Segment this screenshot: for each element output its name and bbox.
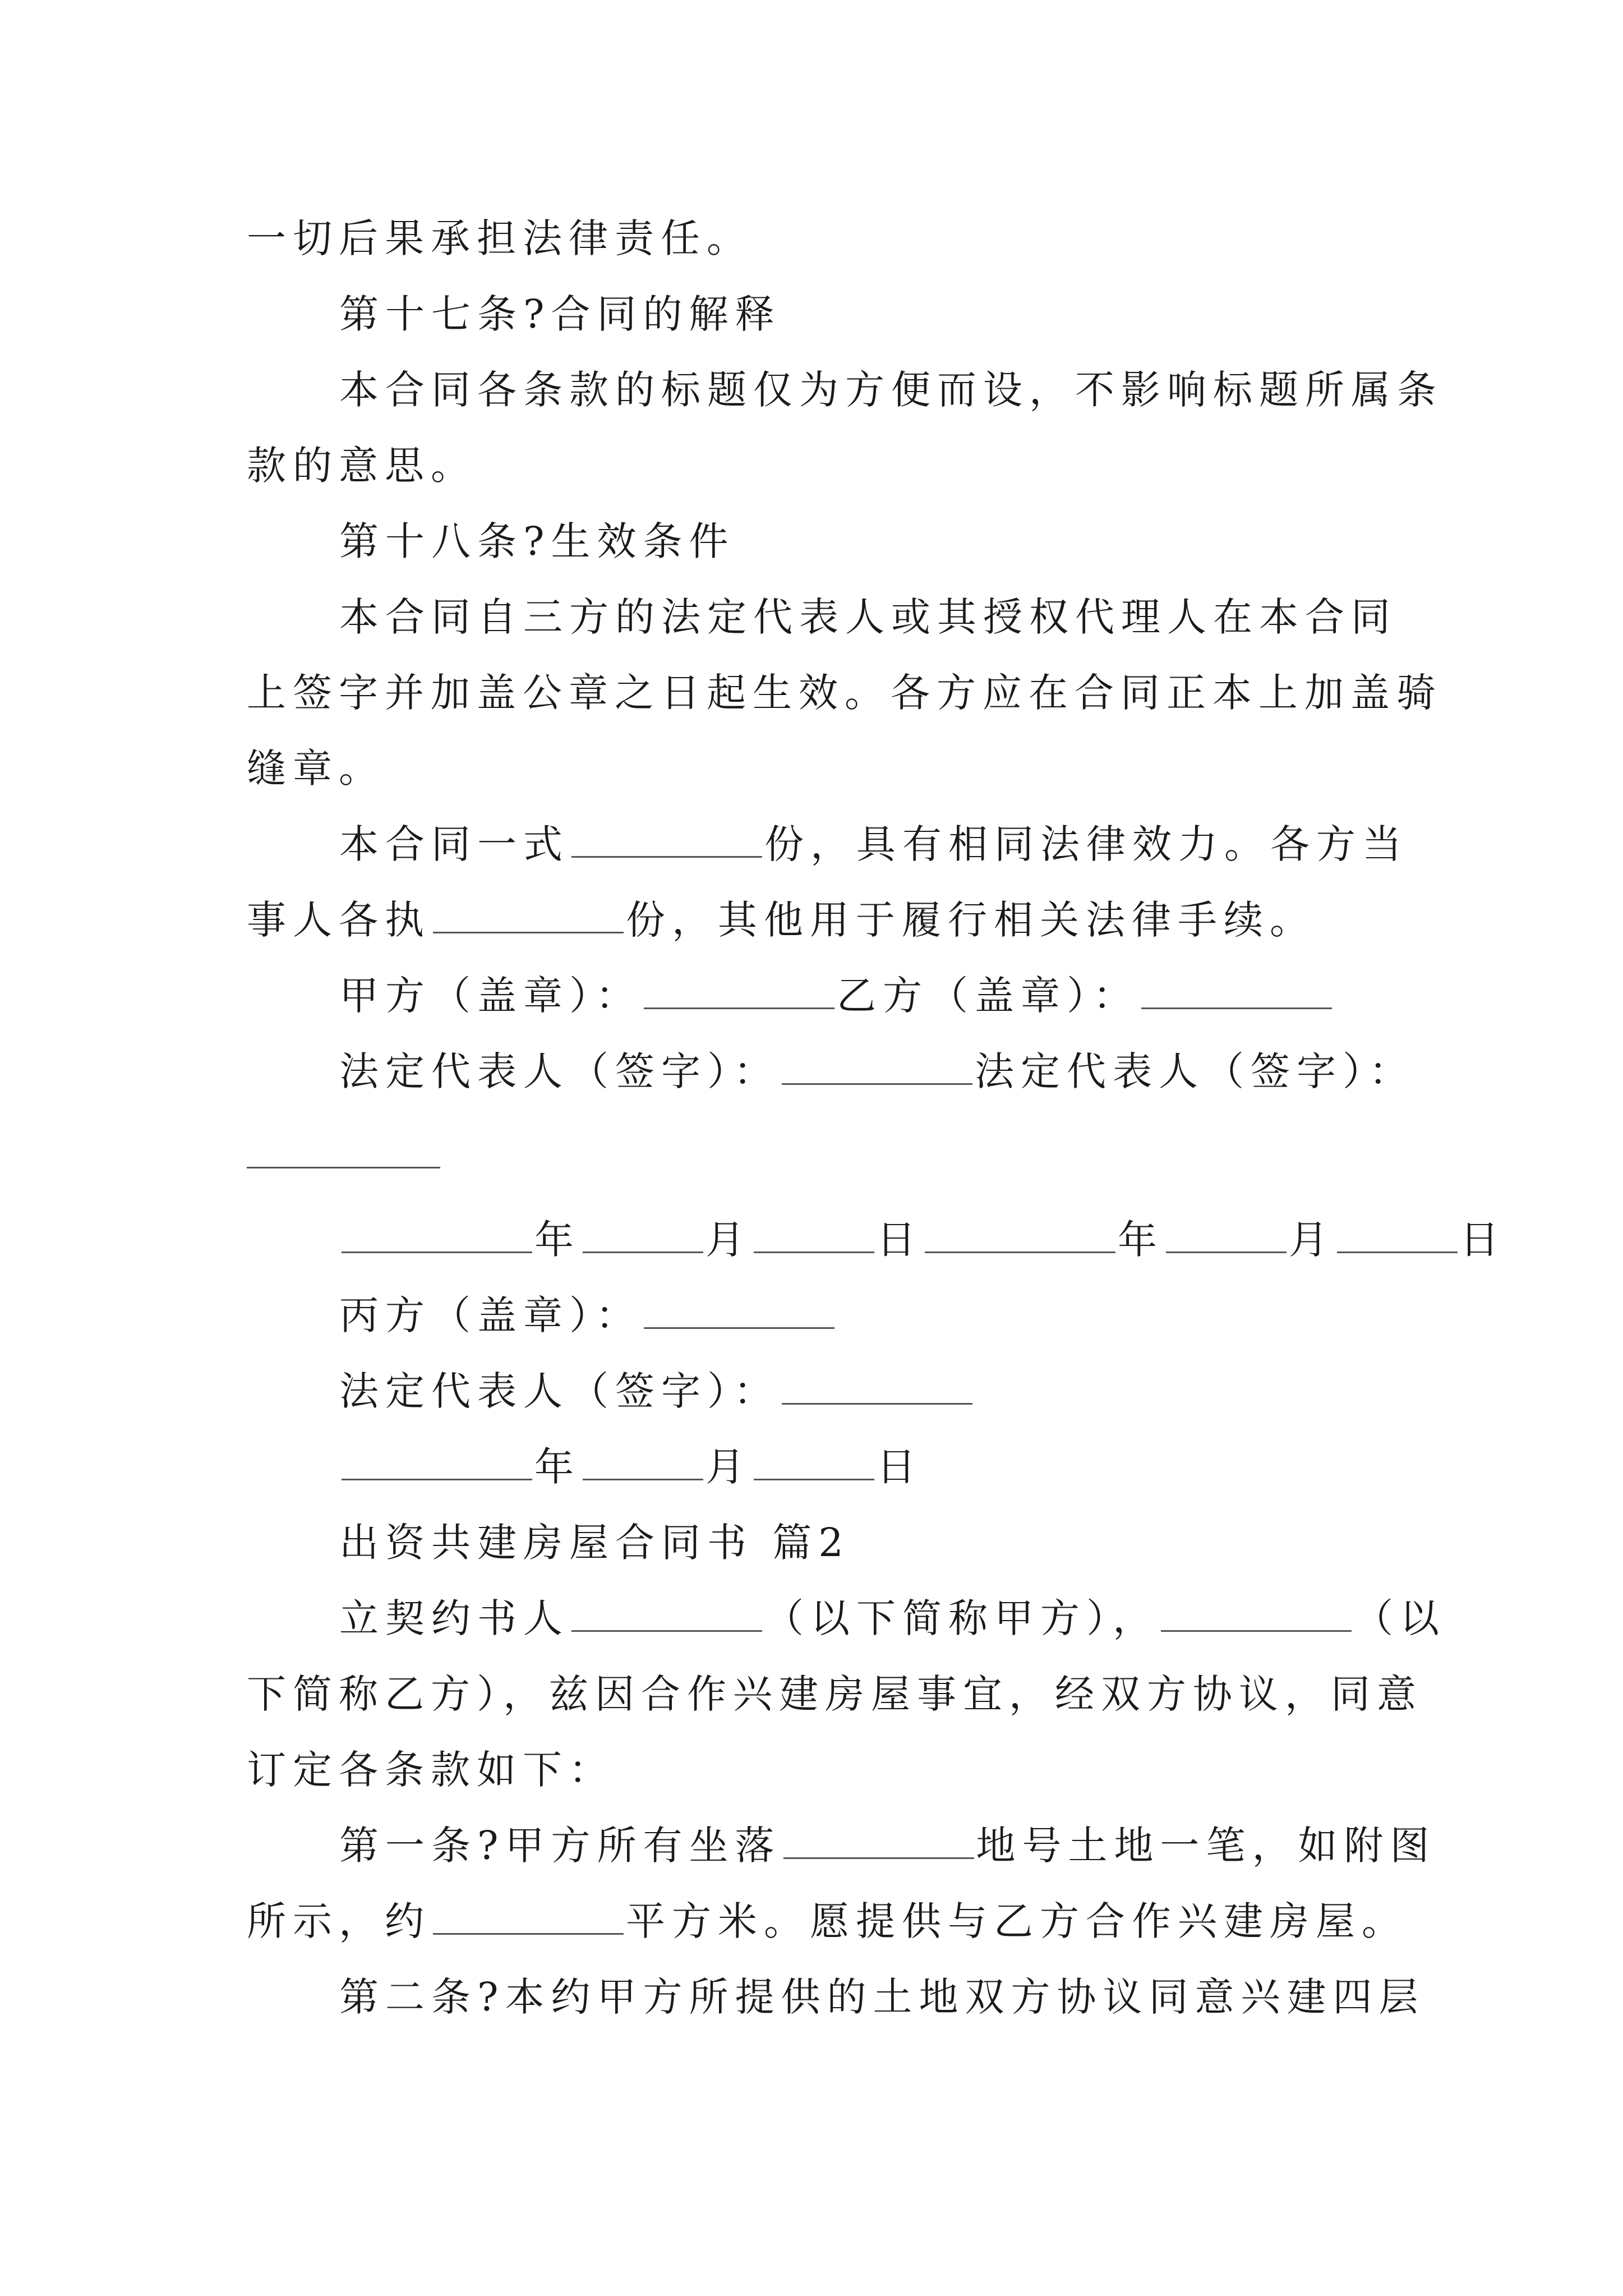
paragraph-line: [247, 892, 1316, 948]
paragraph-line: [339, 1590, 1446, 1646]
paragraph-line: [247, 438, 477, 494]
paragraph-line: [339, 589, 1397, 645]
text: 平方米。愿提供与乙方合作兴建房屋。: [626, 1898, 1408, 1944]
text: 订定各条款如下：: [247, 1747, 615, 1793]
fill-in-blank: [644, 1290, 834, 1329]
text: 第一条?甲方所有坐落: [339, 1823, 781, 1869]
fill-in-blank: [342, 1442, 532, 1480]
signature-line: [339, 1363, 975, 1419]
text: 年: [1118, 1217, 1164, 1263]
fill-in-blank: [782, 1046, 972, 1085]
text: 第十七条?合同的解释: [339, 291, 781, 337]
text: （以: [1354, 1595, 1446, 1641]
text: 一切后果承担法律责任。: [247, 215, 753, 261]
text: 款的意思。: [247, 443, 477, 489]
text: 地号土地一笔，如附图: [976, 1823, 1436, 1869]
fill-in-blank: [342, 1214, 532, 1253]
text: 缝章。: [247, 746, 385, 792]
fill-in-blank: [1161, 1593, 1352, 1632]
fill-in-blank: [783, 1820, 974, 1859]
paragraph-line: [247, 1893, 1408, 1949]
text: 月: [706, 1217, 751, 1263]
text: 份，具有相同法律效力。各方当: [764, 821, 1408, 867]
paragraph-line: [247, 210, 753, 266]
fill-in-blank: [433, 1896, 624, 1935]
paragraph-line: [247, 740, 385, 797]
text: 本合同自三方的法定代表人或其授权代理人在本合同: [339, 594, 1397, 640]
text: （以下简称甲方），: [764, 1595, 1159, 1641]
fill-in-blank: [247, 1167, 440, 1168]
text: 日: [877, 1444, 923, 1490]
text: 上签字并加盖公章之日起生效。各方应在合同正本上加盖骑: [247, 670, 1442, 716]
paragraph-line: [247, 1742, 615, 1798]
text: 本合同一式: [339, 821, 569, 867]
paragraph-line: [339, 362, 1443, 418]
fill-in-blank: [1166, 1214, 1287, 1253]
paragraph-line: [339, 1818, 1436, 1874]
fill-in-blank: [754, 1214, 874, 1253]
text: 法定代表人（签字）：: [339, 1048, 780, 1094]
text: 份，其他用于履行相关法律手续。: [626, 897, 1316, 943]
paragraph-line: [247, 1666, 1423, 1722]
fill-in-blank: [925, 1214, 1115, 1253]
text: 本合同各条款的标题仅为方便而设，不影响标题所属条: [339, 367, 1443, 413]
fill-in-blank: [433, 895, 624, 933]
text: 年: [534, 1444, 580, 1490]
paragraph-line: [339, 816, 1408, 872]
fill-in-blank: [583, 1442, 703, 1480]
text: 法定代表人（签字）：: [975, 1048, 1415, 1094]
text: 乙方（盖章）：: [837, 973, 1139, 1019]
signature-line: [339, 1287, 837, 1343]
text: 立契约书人: [339, 1595, 569, 1641]
fill-in-blank: [583, 1214, 703, 1253]
text: 日: [1460, 1217, 1506, 1263]
text: 丙方（盖章）：: [339, 1292, 642, 1338]
text: 所示，约: [247, 1898, 431, 1944]
article-heading: [339, 513, 735, 569]
fill-in-blank: [754, 1442, 874, 1480]
section-title: [339, 1515, 850, 1571]
text: 月: [706, 1444, 751, 1490]
text: 第十八条?生效条件: [339, 518, 735, 564]
fill-in-blank: [571, 1593, 762, 1632]
signature-line: [339, 968, 1334, 1024]
text: 日: [877, 1217, 923, 1263]
signature-line: [339, 1043, 1415, 1099]
article-heading: [339, 286, 781, 342]
date-line: [339, 1439, 923, 1495]
fill-in-blank: [1337, 1214, 1458, 1253]
fill-in-blank: [571, 819, 762, 858]
fill-in-blank: [644, 970, 834, 1009]
text: 甲方（盖章）：: [339, 973, 642, 1019]
text: 年: [534, 1217, 580, 1263]
text: 第二条?本约甲方所提供的土地双方协议同意兴建四层: [339, 1974, 1425, 2020]
text: 法定代表人（签字）：: [339, 1368, 780, 1414]
text: 下简称乙方），兹因合作兴建房屋事宜，经双方协议，同意: [247, 1671, 1423, 1717]
fill-in-blank: [782, 1366, 972, 1405]
paragraph-line: [247, 665, 1442, 721]
text: 事人各执: [247, 897, 431, 943]
date-line: [339, 1212, 1506, 1268]
text: 出资共建房屋合同书 篇2: [339, 1520, 850, 1566]
text: 月: [1289, 1217, 1335, 1263]
paragraph-line: [339, 1969, 1425, 2025]
fill-in-blank: [1141, 970, 1332, 1009]
